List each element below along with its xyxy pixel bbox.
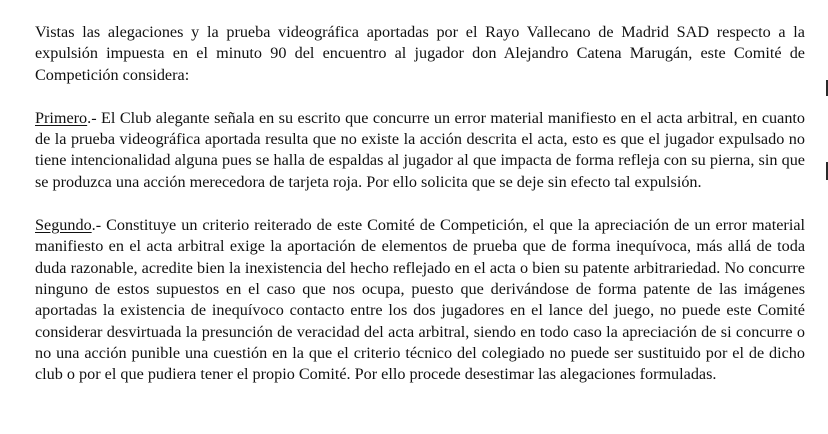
intro-paragraph: Vistas las alegaciones y la prueba videográfica aportadas por el Rayo Vallecano de Madrid SAD respecto a la expulsión impuesta en el minuto 90 del encuentro al jugador don Alejandro Catena Marugán, este Comité de Competición considera:	[35, 23, 805, 84]
section-text-primero: El Club alegante señala en su escrito que concurre un error material manifiesto en el acta arbitral, en cuanto de la prueba videográfica aportada resulta que no existe la acción descrita el acta, esto es que el jugador expulsado no tiene intencionalidad alguna pues se halla de espaldas al jugador al que impacta de forma refleja con su pierna, sin que se produzca una acción merecedora de tarjeta roja. Por ello solicita que se deje sin efecto tal expulsión.	[35, 108, 806, 191]
section-text-segundo: Constituye un criterio reiterado de este Comité de Competición, el que la apreciación de un error material manifiesto en el acta arbitral exige la aportación de elementos de prueba que de forma inequívoca, más allá de toda duda razonable, acredite bien la inexistencia del hecho reflejado en el acta o bien su patente arbitrariedad. No concurre ninguno de estos supuestos en el caso que nos ocupa, puesto que derivándose de forma patente de las imágenes aportadas la existencia de inequívoco contacto entre los dos jugadores en el lance del juego, no puede este Comité considerar desvirtuada la presunción de veracidad del acta arbitral, siendo en todo caso la apreciación de si concurre o no una acción punible una cuestión en la que el criterio técnico del colegiado no puede ser sustituido por el de dicho club o por el que pudiera tener el propio Comité. Por ello procede desestimar las alegaciones formuladas.	[35, 216, 805, 384]
section-heading-primero: Primero	[35, 108, 88, 127]
section-separator: .-	[91, 216, 107, 235]
document-body	[35, 22, 805, 385]
section-separator: .-	[87, 108, 102, 127]
section-segundo	[35, 215, 805, 385]
section-primero	[35, 108, 805, 193]
section-heading-segundo: Segundo	[35, 216, 92, 235]
